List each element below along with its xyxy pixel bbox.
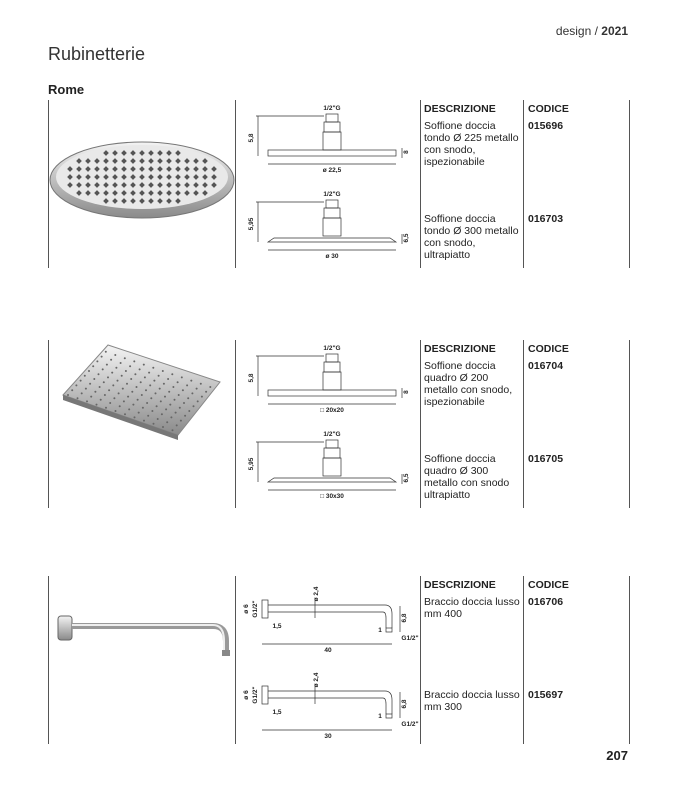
product-code: 015697	[528, 689, 564, 701]
product-code: 016704	[528, 360, 564, 372]
product-description: Soffione doccia tondo Ø 300 metallo con snodo, ultrapiatto	[424, 213, 519, 261]
dimension-label: 1/2"G	[323, 431, 341, 438]
dimension-label: G1/2"	[401, 721, 419, 728]
product-section	[0, 576, 678, 744]
dimension-label: □ 30x30	[320, 493, 344, 500]
technical-drawing	[240, 664, 420, 744]
technical-drawing	[240, 428, 420, 508]
column-divider	[420, 100, 421, 268]
column-divider	[629, 576, 630, 744]
column-header-description: DESCRIZIONE	[424, 579, 496, 591]
column-divider	[235, 100, 236, 268]
dimension-label: ø 6	[243, 690, 250, 700]
square-shower-head-photo	[48, 340, 235, 513]
column-divider	[420, 340, 421, 508]
product-section	[0, 100, 678, 268]
product-description: Braccio doccia lusso mm 400	[424, 596, 520, 620]
shower-arm-photo	[48, 576, 235, 749]
dimension-label: 1,5	[272, 709, 282, 716]
product-description: Soffione doccia quadro Ø 300 metallo con snodo ultrapiatto	[424, 453, 510, 501]
dimension-label: 6,8	[401, 613, 408, 623]
dimension-label: 5,95	[248, 457, 255, 471]
round-shower-head-photo	[48, 100, 235, 273]
series-title: Rome	[48, 82, 85, 97]
dimension-label: G1/2"	[401, 635, 419, 642]
dimension-label: 1/2"G	[323, 105, 341, 112]
dimension-label: ø 2,4	[313, 586, 320, 602]
dimension-label: 1	[378, 713, 382, 720]
dimension-label: 1	[378, 627, 382, 634]
dimension-label: 5,8	[248, 133, 255, 143]
dimension-label: 8	[403, 390, 410, 394]
dimension-label: 1/2"G	[323, 345, 341, 352]
dimension-label: 5,95	[248, 217, 255, 231]
product-description: Soffione doccia tondo Ø 225 metallo con snodo, ispezionabile	[424, 120, 519, 168]
product-section	[0, 340, 678, 508]
column-divider	[235, 576, 236, 744]
column-divider	[629, 100, 630, 268]
dimension-label: 1/2"G	[323, 191, 341, 198]
dimension-label: G1/2"	[252, 686, 259, 704]
column-header-code: CODICE	[528, 343, 569, 355]
product-code: 016703	[528, 213, 564, 225]
page-title: Rubinetterie	[48, 44, 146, 64]
product-description: Braccio doccia lusso mm 300	[424, 689, 520, 713]
dimension-label: 6,5	[403, 233, 410, 243]
dimension-label: 5,8	[248, 373, 255, 383]
product-code: 015696	[528, 120, 564, 132]
dimension-label: 1,5	[272, 623, 282, 630]
page-header	[556, 24, 628, 38]
dimension-label: 30	[324, 733, 332, 740]
technical-drawing	[240, 578, 420, 658]
dimension-label: 6,5	[403, 473, 410, 483]
column-divider	[420, 576, 421, 744]
dimension-label: □ 20x20	[320, 407, 344, 414]
dimension-label: ø 6	[243, 604, 250, 614]
technical-drawing	[240, 188, 420, 268]
dimension-label: G1/2"	[252, 600, 259, 618]
technical-drawing	[240, 342, 420, 422]
column-header-code: CODICE	[528, 103, 569, 115]
dimension-label: 40	[324, 647, 332, 654]
dimension-label: 8	[403, 150, 410, 154]
dimension-label: 6,8	[401, 699, 408, 709]
technical-drawing	[240, 102, 420, 182]
header-year: 2021	[601, 24, 628, 38]
header-brand: design /	[555, 24, 598, 38]
column-header-description: DESCRIZIONE	[424, 103, 496, 115]
dimension-label: ø 22,5	[322, 167, 342, 174]
column-divider	[235, 340, 236, 508]
column-header-description: DESCRIZIONE	[424, 343, 496, 355]
product-description: Soffione doccia quadro Ø 200 metallo con snodo, ispezionabile	[424, 360, 513, 408]
product-code: 016706	[528, 596, 564, 608]
dimension-label: ø 2,4	[313, 672, 320, 688]
page-number: 207	[606, 748, 628, 763]
product-code: 016705	[528, 453, 564, 465]
column-header-code: CODICE	[528, 579, 569, 591]
dimension-label: ø 30	[325, 253, 339, 260]
column-divider	[629, 340, 630, 508]
